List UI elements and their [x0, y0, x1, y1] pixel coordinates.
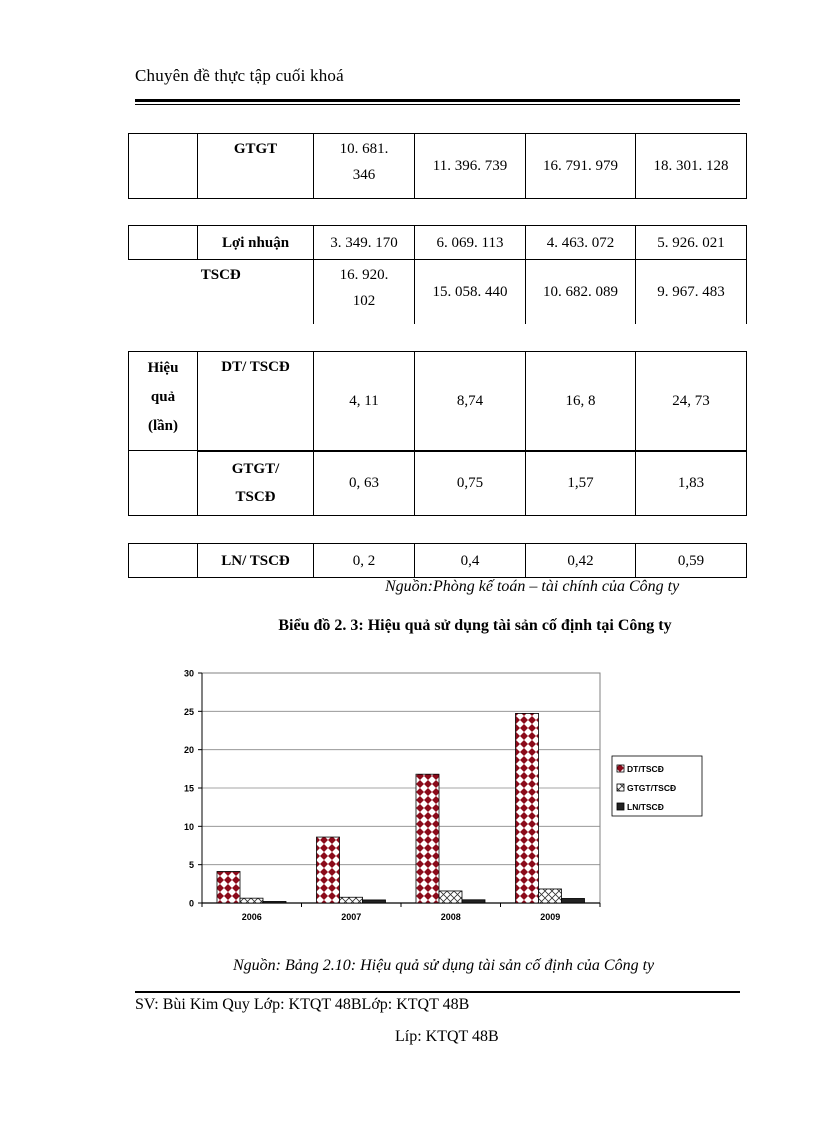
row-label-gtgt: GTGT	[198, 134, 314, 199]
bar	[263, 901, 286, 903]
y-tick-label: 20	[183, 745, 194, 756]
table-cell-empty	[129, 226, 198, 260]
bar	[539, 889, 562, 903]
bar	[363, 900, 386, 903]
table-gtgt	[128, 133, 747, 199]
y-tick-label: 0	[188, 898, 194, 909]
group-label-hieu-qua: Hiệu quả (lần)	[129, 352, 198, 451]
header-rule-thin	[135, 104, 740, 105]
table-hieu-qua	[128, 351, 747, 516]
bar	[439, 891, 462, 903]
bar	[562, 898, 585, 903]
source-note-table: Nguồn:Phòng kế toán – tài chính của Công ty	[385, 578, 680, 595]
table-cell: 10. 682. 089	[526, 260, 636, 324]
row-label-dt-tscd: DT/ TSCĐ	[198, 352, 314, 451]
legend-swatch	[617, 784, 624, 791]
table-cell: 5. 926. 021	[636, 226, 747, 260]
page-header-title: Chuyên đề thực tập cuối khoá	[135, 66, 344, 85]
table-cell: 11. 396. 739	[415, 134, 526, 199]
row-label-loi-nhuan: Lợi nhuận	[198, 226, 314, 260]
table-cell: 3. 349. 170	[314, 226, 415, 260]
table-cell: 0,4	[415, 544, 526, 578]
bar	[317, 837, 340, 903]
y-tick-label: 10	[183, 821, 194, 832]
table-cell: 9. 967. 483	[636, 260, 747, 324]
table-cell: 0,42	[526, 544, 636, 578]
footer-class-line: Líp: KTQT 48B	[395, 1028, 499, 1045]
table-cell: 18. 301. 128	[636, 134, 747, 199]
table-cell: 10. 681. 346	[314, 134, 415, 199]
table-cell: 1,83	[636, 451, 747, 516]
chart-title: Biểu đồ 2. 3: Hiệu quả sử dụng tài sản cố định tại Công ty	[278, 617, 672, 634]
legend-swatch	[617, 765, 624, 772]
x-tick-label: 2007	[341, 912, 362, 922]
source-note-chart: Nguồn: Bảng 2.10: Hiệu quả sử dụng tài sản cố định của Công ty	[233, 957, 655, 974]
y-tick-label: 15	[183, 783, 194, 794]
x-tick-label: 2006	[241, 912, 262, 922]
table-cell: 16. 920. 102	[314, 260, 415, 324]
table-cell: 0,59	[636, 544, 747, 578]
table-ln-tscd	[128, 543, 747, 578]
row-label-tscd: TSCĐ	[129, 260, 314, 324]
header-rule-thick	[135, 99, 740, 102]
footer-student-line: SV: Bùi Kim Quy Lớp: KTQT 48BLớp: KTQT 48B	[135, 996, 470, 1013]
table-cell-empty	[129, 451, 198, 516]
y-tick-label: 5	[188, 860, 194, 871]
table-cell: 16. 791. 979	[526, 134, 636, 199]
table-cell: 4. 463. 072	[526, 226, 636, 260]
bar	[340, 897, 363, 903]
x-tick-label: 2008	[440, 912, 461, 922]
table-cell-empty	[129, 544, 198, 578]
table-cell: 1,57	[526, 451, 636, 516]
table-cell: 0,75	[415, 451, 526, 516]
bar	[516, 713, 539, 903]
table-cell: 0, 2	[314, 544, 415, 578]
table-cell: 4, 11	[314, 352, 415, 451]
bar-chart	[160, 660, 720, 935]
table-loinhuan-tscd	[128, 225, 747, 324]
y-tick-label: 30	[183, 668, 194, 679]
table-cell: 15. 058. 440	[415, 260, 526, 324]
table-cell-empty	[129, 134, 198, 199]
footer-rule	[135, 991, 740, 993]
legend-label: LN/TSCĐ	[627, 802, 664, 812]
legend-swatch	[617, 803, 624, 810]
y-tick-label: 25	[183, 706, 194, 717]
bar	[217, 871, 240, 903]
table-cell: 8,74	[415, 352, 526, 451]
row-label-ln-tscd: LN/ TSCĐ	[198, 544, 314, 578]
table-cell: 16, 8	[526, 352, 636, 451]
table-cell: 6. 069. 113	[415, 226, 526, 260]
row-label-gtgt-tscd: GTGT/ TSCĐ	[198, 451, 314, 516]
table-cell: 0, 63	[314, 451, 415, 516]
table-cell: 24, 73	[636, 352, 747, 451]
bar	[462, 900, 485, 903]
bar	[416, 774, 439, 903]
bar	[240, 898, 263, 903]
legend-label: GTGT/TSCĐ	[627, 783, 677, 793]
x-tick-label: 2009	[540, 912, 561, 922]
legend-label: DT/TSCĐ	[627, 764, 664, 774]
